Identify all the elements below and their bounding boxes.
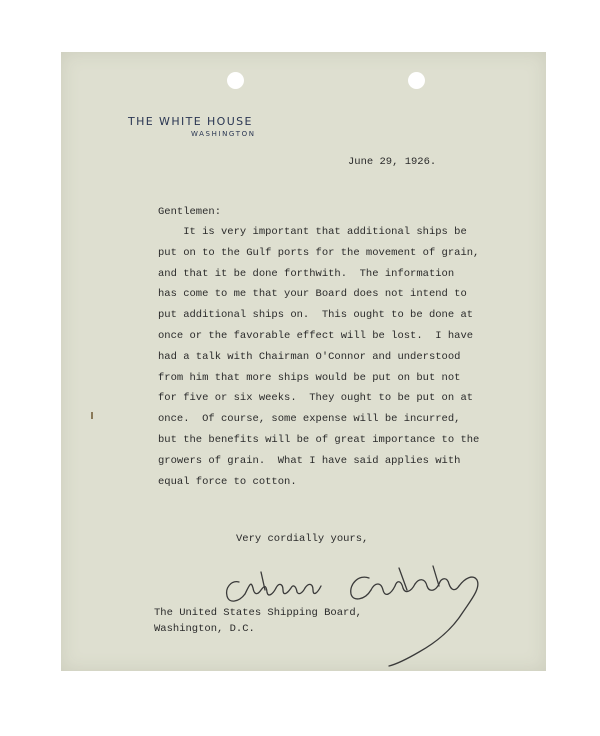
letterhead-title: THE WHITE HOUSE [128,115,253,128]
body-line: had a talk with Chairman O'Connor and understood [158,350,461,363]
body-line: once. Of course, some expense will be incurred, [158,413,461,426]
recipient-address [154,605,362,637]
body-line: but the benefits will be of great importance to the [158,433,480,446]
recipient-line: The United States Shipping Board, [154,607,362,619]
body-line: once or the favorable effect will be lost. I have [158,329,474,342]
body-line: growers of grain. What I have said applies with [158,454,461,467]
letter-salutation: Gentlemen: [158,206,222,218]
paper-blemish [91,412,93,419]
body-line: and that it be done forthwith. The information [158,267,455,280]
body-line: put on to the Gulf ports for the movement of grain, [158,246,480,259]
letter-date: June 29, 1926. [348,156,437,168]
body-line: put additional ships on. This ought to be done at [158,309,474,322]
binder-hole-left [227,72,244,89]
letter-page [61,52,546,671]
letter-closing: Very cordially yours, [236,533,369,545]
recipient-line: Washington, D.C. [154,623,255,635]
letterhead-subtitle: WASHINGTON [191,130,256,138]
body-line: equal force to cotton. [158,475,297,488]
body-line: for five or six weeks. They ought to be put on at [158,392,474,405]
body-line: has come to me that your Board does not intend to [158,288,467,301]
letter-body [158,222,479,492]
body-line: It is very important that additional ships be [158,226,467,238]
binder-hole-right [408,72,425,89]
body-line: from him that more ships would be put on but not [158,371,461,384]
